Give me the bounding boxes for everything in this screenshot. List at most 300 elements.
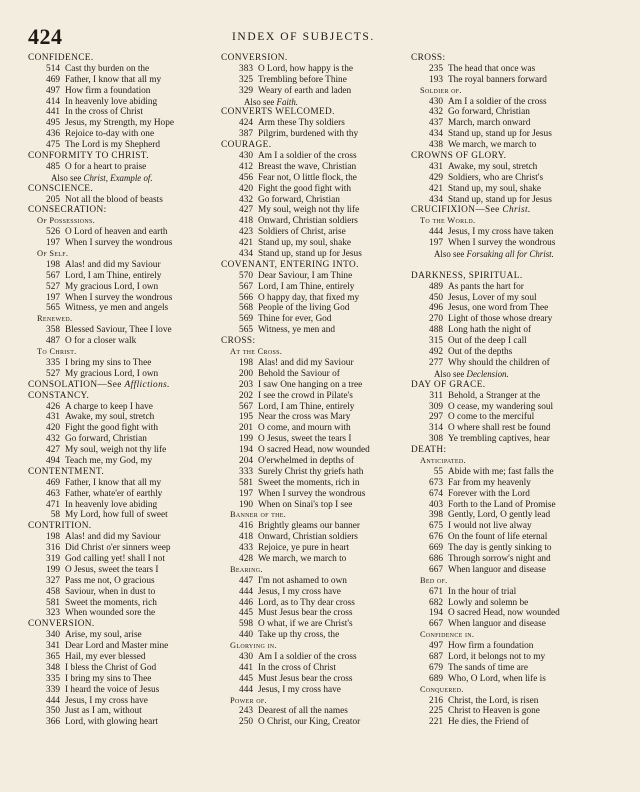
hymn-entry <box>28 489 216 500</box>
hymn-first-line: Forth to the Land of Promise <box>448 499 556 510</box>
hymn-first-line: O'erwhelmed in depths of <box>258 455 354 466</box>
hymn-number: 341 <box>46 641 60 652</box>
subject-heading: CONVERSION. <box>28 619 95 630</box>
hymn-first-line: Through sorrow's night and <box>448 553 551 564</box>
hymn-entry <box>411 195 614 206</box>
hymn-number: 438 <box>429 140 443 151</box>
hymn-entry <box>28 717 216 728</box>
hymn-number: 277 <box>429 357 443 368</box>
hymn-number: 567 <box>239 281 253 292</box>
hymn-first-line: I saw One hanging on a tree <box>258 379 363 390</box>
hymn-first-line: We march, we march to <box>258 553 347 564</box>
hymn-entry <box>28 195 216 206</box>
hymn-entry <box>28 129 216 140</box>
hymn-first-line: I would not live alway <box>448 521 532 532</box>
hymn-number: 199 <box>239 434 253 445</box>
hymn-entry <box>221 173 408 184</box>
hymn-number: 487 <box>46 336 60 347</box>
hymn-number: 444 <box>239 586 253 597</box>
cross-reference: Christ. <box>502 205 531 216</box>
hymn-number: 423 <box>239 227 253 238</box>
hymn-entry <box>28 532 216 543</box>
hymn-number: 496 <box>429 303 443 314</box>
subheading: To the World. <box>420 216 476 226</box>
hymn-entry <box>28 162 216 173</box>
hymn-first-line: Arm these Thy soldiers <box>258 118 345 129</box>
hymn-first-line: Forever with the Lord <box>448 488 530 499</box>
see-also <box>411 249 614 260</box>
hymn-number: 488 <box>429 325 443 336</box>
hymn-number: 687 <box>429 651 443 662</box>
hymn-first-line: O Jesus, sweet the tears I <box>258 434 352 445</box>
subheading: Bed of. <box>420 575 448 585</box>
hymn-entry <box>221 369 408 380</box>
hymn-number: 297 <box>429 412 443 423</box>
cross-reference: Declension. <box>466 368 509 379</box>
hymn-first-line: Lord, as to Thy dear cross <box>258 597 355 608</box>
hymn-entry <box>411 478 614 489</box>
hymn-number: 429 <box>429 172 443 183</box>
hymn-entry <box>221 86 408 97</box>
subject-heading: CROWNS OF GLORY. <box>411 151 507 162</box>
hymn-entry <box>221 282 408 293</box>
subheading: Of Self. <box>37 249 69 259</box>
hymn-entry <box>28 293 216 304</box>
hymn-entry <box>28 445 216 456</box>
hymn-first-line: Lord, I am Thine, entirely <box>258 401 355 412</box>
hymn-first-line: Jesus, one word from Thee <box>448 303 549 314</box>
hymn-first-line: Who, O Lord, when life is <box>448 673 546 684</box>
hymn-first-line: Alas! and did my Saviour <box>65 532 161 543</box>
hymn-entry <box>221 619 408 630</box>
hymn-first-line: When on Sinai's top I see <box>258 499 353 510</box>
hymn-first-line: Onward, Christian soldiers <box>258 216 358 227</box>
hymn-entry <box>28 641 216 652</box>
subheading: To Christ. <box>37 347 77 357</box>
hymn-entry <box>221 129 408 140</box>
hymn-number: 202 <box>239 390 253 401</box>
hymn-entry <box>411 434 614 445</box>
hymn-first-line: Surely Christ thy griefs hath <box>258 466 364 477</box>
hymn-first-line: O Jesus, sweet the tears I <box>65 564 159 575</box>
page-header: INDEX OF SUBJECTS. <box>232 31 375 43</box>
hymn-entry <box>28 500 216 511</box>
hymn-first-line: Lord, with glowing heart <box>65 717 158 728</box>
hymn-first-line: In heavenly love abiding <box>65 499 158 510</box>
hymn-entry <box>221 685 408 696</box>
see-also <box>221 97 408 108</box>
hymn-entry <box>221 663 408 674</box>
hymn-number: 421 <box>239 238 253 249</box>
hymn-first-line: Lord, it belongs not to my <box>448 651 546 662</box>
hymn-number: 198 <box>239 357 253 368</box>
hymn-first-line: Awake, my soul, stretch <box>448 161 538 172</box>
cross-reference: Christ, Example of. <box>83 172 153 183</box>
hymn-first-line: Fight the good fight with <box>258 183 351 194</box>
hymn-entry <box>411 140 614 151</box>
hymn-entry <box>411 619 614 630</box>
hymn-first-line: We march, we march to <box>448 140 537 151</box>
hymn-entry <box>28 303 216 314</box>
hymn-first-line: Jesus, I my cross have <box>258 586 341 597</box>
hymn-first-line: Jesus, I my cross have <box>258 684 341 695</box>
hymn-first-line: Thine for ever, God <box>258 314 332 325</box>
hymn-number: 514 <box>46 63 60 74</box>
hymn-first-line: The sands of time are <box>448 662 529 673</box>
hymn-entry <box>221 652 408 663</box>
hymn-number: 526 <box>46 227 60 238</box>
hymn-number: 430 <box>239 151 253 162</box>
heading-text: CRUCIFIXION—See <box>411 205 503 216</box>
hymn-entry <box>221 532 408 543</box>
hymn-number: 198 <box>46 259 60 270</box>
hymn-entry <box>28 543 216 554</box>
hymn-first-line: Dear Lord and Master mine <box>65 641 169 652</box>
hymn-number: 567 <box>46 270 60 281</box>
hymn-number: 221 <box>429 717 443 728</box>
hymn-entry <box>221 205 408 216</box>
hymn-first-line: Alas! and did my Saviour <box>258 357 354 368</box>
hymn-number: 314 <box>429 423 443 434</box>
hymn-number: 358 <box>46 325 60 336</box>
hymn-entry <box>411 107 614 118</box>
hymn-first-line: Soldiers of Christ, arise <box>258 227 346 238</box>
subject-heading: CONTENTMENT. <box>28 466 105 477</box>
hymn-number: 387 <box>239 129 253 140</box>
hymn-number: 197 <box>46 238 60 249</box>
hymn-entry <box>411 162 614 173</box>
hymn-first-line: Far from my heavenly <box>448 477 531 488</box>
hymn-number: 682 <box>429 597 443 608</box>
hymn-entry <box>28 478 216 489</box>
hymn-number: 497 <box>429 641 443 652</box>
hymn-number: 447 <box>239 575 253 586</box>
hymn-entry <box>221 423 408 434</box>
hymn-entry <box>221 500 408 511</box>
hymn-number: 350 <box>46 706 60 717</box>
hymn-first-line: He dies, the Friend of <box>448 717 529 728</box>
cross-reference: Forsaking all for Christ. <box>466 249 554 260</box>
hymn-entry <box>28 282 216 293</box>
hymn-first-line: Stand up, stand up for Jesus <box>448 129 552 140</box>
hymn-entry <box>28 336 216 347</box>
hymn-entry <box>28 271 216 282</box>
hymn-entry <box>411 565 614 576</box>
hymn-first-line: When I survey the wondrous <box>65 292 173 303</box>
hymn-first-line: Brightly gleams our banner <box>258 521 360 532</box>
hymn-number: 570 <box>239 270 253 281</box>
hymn-entry <box>28 107 216 118</box>
hymn-first-line: O cease, my wandering soul <box>448 401 554 412</box>
hymn-number: 434 <box>239 249 253 260</box>
hymn-first-line: Ye trembling captives, hear <box>448 434 550 445</box>
hymn-entry <box>28 86 216 97</box>
hymn-number: 686 <box>429 553 443 564</box>
hymn-entry <box>221 358 408 369</box>
hymn-entry <box>28 652 216 663</box>
hymn-number: 581 <box>46 597 60 608</box>
hymn-number: 676 <box>429 532 443 543</box>
hymn-entry <box>411 358 614 369</box>
hymn-entry <box>221 184 408 195</box>
hymn-first-line: O sacred Head, now wounded <box>448 608 560 619</box>
hymn-entry <box>221 271 408 282</box>
subject-heading: CONVERTS WELCOMED. <box>221 107 335 118</box>
hymn-first-line: O happy day, that fixed my <box>258 292 360 303</box>
subject-heading: CONSCIENCE. <box>28 183 94 194</box>
hymn-number: 568 <box>239 303 253 314</box>
hymn-number: 339 <box>46 684 60 695</box>
hymn-number: 431 <box>46 412 60 423</box>
hymn-first-line: O where shall rest be found <box>448 423 551 434</box>
hymn-entry <box>411 554 614 565</box>
hymn-entry <box>221 118 408 129</box>
hymn-entry <box>221 706 408 717</box>
subheading: At the Cross. <box>230 347 283 357</box>
hymn-first-line: As pants the hart for <box>448 281 524 292</box>
hymn-first-line: Stand up, stand up for Jesus <box>448 194 552 205</box>
hymn-number: 203 <box>239 379 253 390</box>
hymn-entry <box>411 510 614 521</box>
hymn-number: 527 <box>46 368 60 379</box>
hymn-number: 565 <box>46 303 60 314</box>
hymn-number: 311 <box>429 390 443 401</box>
hymn-entry <box>28 456 216 467</box>
hymn-first-line: Onward, Christian soldiers <box>258 532 358 543</box>
hymn-first-line: My Lord, how full of sweet <box>65 510 168 521</box>
hymn-entry <box>411 325 614 336</box>
hymn-entry <box>28 554 216 565</box>
hymn-first-line: Awake, my soul, stretch <box>65 412 155 423</box>
hymn-entry <box>28 587 216 598</box>
hymn-first-line: Dearest of all the names <box>258 706 348 717</box>
hymn-entry <box>411 717 614 728</box>
hymn-number: 669 <box>429 543 443 554</box>
hymn-entry <box>411 336 614 347</box>
blank-line <box>411 260 614 271</box>
hymn-number: 329 <box>239 85 253 96</box>
hymn-number: 426 <box>46 401 60 412</box>
hymn-entry <box>221 412 408 423</box>
hymn-number: 58 <box>50 510 60 521</box>
hymn-entry <box>28 75 216 86</box>
hymn-entry <box>221 75 408 86</box>
hymn-entry <box>411 347 614 358</box>
hymn-first-line: Out of the deep I call <box>448 336 527 347</box>
hymn-number: 190 <box>239 499 253 510</box>
hymn-entry <box>28 663 216 674</box>
hymn-entry <box>221 434 408 445</box>
hymn-number: 679 <box>429 662 443 673</box>
hymn-first-line: The royal banners forward <box>448 74 547 85</box>
hymn-number: 216 <box>429 695 443 706</box>
hymn-entry <box>221 598 408 609</box>
hymn-number: 427 <box>239 205 253 216</box>
hymn-first-line: My soul, weigh not thy life <box>65 445 167 456</box>
hymn-first-line: When I survey the wondrous <box>65 238 173 249</box>
hymn-number: 667 <box>429 619 443 630</box>
hymn-number: 445 <box>239 608 253 619</box>
hymn-number: 430 <box>239 651 253 662</box>
hymn-number: 527 <box>46 281 60 292</box>
hymn-number: 412 <box>239 161 253 172</box>
hymn-first-line: Lowly and solemn be <box>448 597 529 608</box>
subject-heading: CONSTANCY. <box>28 390 90 401</box>
hymn-number: 323 <box>46 608 60 619</box>
hymn-number: 469 <box>46 74 60 85</box>
hymn-number: 567 <box>239 401 253 412</box>
hymn-entry <box>28 358 216 369</box>
see-also-label: Also see <box>434 249 467 260</box>
hymn-first-line: In heavenly love abiding <box>65 96 158 107</box>
hymn-first-line: O for a heart to praise <box>65 161 147 172</box>
hymn-first-line: Father, whate'er of earthly <box>65 488 163 499</box>
hymn-first-line: O for a closer walk <box>65 336 137 347</box>
hymn-number: 689 <box>429 673 443 684</box>
subject-heading: CONVERSION. <box>221 53 288 63</box>
hymn-number: 432 <box>429 107 443 118</box>
hymn-entry <box>411 532 614 543</box>
hymn-first-line: I bring my sins to Thee <box>65 357 152 368</box>
hymn-entry <box>221 151 408 162</box>
hymn-number: 450 <box>429 292 443 303</box>
hymn-number: 427 <box>46 445 60 456</box>
subject-heading: CONFORMITY TO CHRIST. <box>28 151 149 162</box>
hymn-number: 194 <box>429 608 443 619</box>
hymn-first-line: How firm a foundation <box>65 85 151 96</box>
hymn-entry <box>221 554 408 565</box>
index-column-3 <box>411 53 614 728</box>
hymn-first-line: Not all the blood of beasts <box>65 194 163 205</box>
hymn-number: 432 <box>239 194 253 205</box>
hymn-first-line: Why should the children of <box>448 357 550 368</box>
hymn-number: 199 <box>46 564 60 575</box>
subject-heading: DAY OF GRACE. <box>411 379 486 390</box>
hymn-entry <box>28 227 216 238</box>
hymn-first-line: People of the living God <box>258 303 350 314</box>
hymn-entry <box>28 369 216 380</box>
hymn-number: 197 <box>239 488 253 499</box>
hymn-number: 327 <box>46 575 60 586</box>
hymn-number: 673 <box>429 477 443 488</box>
subject-heading: DEATH: <box>411 445 447 456</box>
hymn-entry <box>221 402 408 413</box>
hymn-entry <box>221 467 408 478</box>
hymn-first-line: I'm not ashamed to own <box>258 575 347 586</box>
subject-heading <box>411 205 614 216</box>
hymn-number: 430 <box>429 96 443 107</box>
hymn-number: 335 <box>46 673 60 684</box>
hymn-entry <box>411 173 614 184</box>
hymn-first-line: Pass me not, O gracious <box>65 575 155 586</box>
hymn-first-line: O come, and mourn with <box>258 423 351 434</box>
hymn-entry <box>28 260 216 271</box>
hymn-number: 325 <box>239 74 253 85</box>
hymn-entry <box>28 325 216 336</box>
hymn-number: 205 <box>46 194 60 205</box>
hymn-entry <box>28 608 216 619</box>
subheading: Glorying in. <box>230 641 277 651</box>
hymn-first-line: Must Jesus bear the cross <box>258 673 353 684</box>
hymn-entry <box>411 652 614 663</box>
hymn-number: 418 <box>239 216 253 227</box>
hymn-first-line: Go forward, Christian <box>258 194 340 205</box>
hymn-entry <box>221 293 408 304</box>
hymn-entry <box>411 423 614 434</box>
hymn-entry <box>411 641 614 652</box>
hymn-number: 243 <box>239 706 253 717</box>
hymn-entry <box>221 64 408 75</box>
hymn-first-line: In the hour of trial <box>448 586 517 597</box>
hymn-first-line: When I survey the wondrous <box>258 488 366 499</box>
hymn-first-line: Gently, Lord, O gently lead <box>448 510 551 521</box>
hymn-first-line: Cast thy burden on the <box>65 63 150 74</box>
hymn-first-line: Christ, the Lord, is risen <box>448 695 539 706</box>
hymn-entry <box>28 402 216 413</box>
hymn-first-line: On the fount of life eternal <box>448 532 548 543</box>
hymn-first-line: Behold the Saviour of <box>258 368 340 379</box>
subheading: Anticipated. <box>420 455 466 465</box>
hymn-entry <box>28 565 216 576</box>
hymn-number: 456 <box>239 172 253 183</box>
hymn-entry <box>221 587 408 598</box>
hymn-entry <box>411 663 614 674</box>
hymn-entry <box>411 696 614 707</box>
hymn-number: 569 <box>239 314 253 325</box>
hymn-first-line: O Christ, our King, Creator <box>258 717 361 728</box>
hymn-entry <box>221 456 408 467</box>
hymn-number: 489 <box>429 281 443 292</box>
hymn-number: 471 <box>46 499 60 510</box>
hymn-entry <box>28 598 216 609</box>
hymn-first-line: Am I a soldier of the cross <box>258 151 357 162</box>
hymn-entry <box>411 598 614 609</box>
hymn-entry <box>411 97 614 108</box>
hymn-number: 434 <box>429 129 443 140</box>
hymn-first-line: I bring my sins to Thee <box>65 673 152 684</box>
hymn-number: 441 <box>239 662 253 673</box>
hymn-number: 340 <box>46 630 60 641</box>
hymn-number: 428 <box>239 553 253 564</box>
hymn-number: 200 <box>239 368 253 379</box>
hymn-number: 319 <box>46 553 60 564</box>
hymn-first-line: Sweet the moments, rich in <box>258 477 360 488</box>
hymn-first-line: Dear Saviour, I am Thine <box>258 270 353 281</box>
hymn-number: 197 <box>429 238 443 249</box>
hymn-number: 403 <box>429 499 443 510</box>
hymn-entry <box>221 543 408 554</box>
hymn-entry <box>221 380 408 391</box>
hymn-number: 431 <box>429 161 443 172</box>
hymn-number: 197 <box>46 292 60 303</box>
hymn-first-line: Jesus, I my cross have <box>65 695 148 706</box>
hymn-first-line: God calling yet! shall I not <box>65 553 165 564</box>
hymn-entry <box>28 510 216 521</box>
hymn-entry <box>221 445 408 456</box>
hymn-entry <box>28 97 216 108</box>
see-also <box>28 173 216 184</box>
hymn-entry <box>221 195 408 206</box>
hymn-number: 198 <box>46 532 60 543</box>
hymn-first-line: O sacred Head, now wounded <box>258 445 370 456</box>
hymn-first-line: Behold, a Stranger at the <box>448 390 541 401</box>
hymn-entry <box>221 717 408 728</box>
hymn-first-line: Soldiers, who are Christ's <box>448 172 544 183</box>
heading-text: CONSOLATION—See <box>28 379 125 390</box>
hymn-entry <box>28 576 216 587</box>
hymn-first-line: In the cross of Christ <box>65 107 143 118</box>
hymn-first-line: Abide with me; fast falls the <box>448 466 554 477</box>
